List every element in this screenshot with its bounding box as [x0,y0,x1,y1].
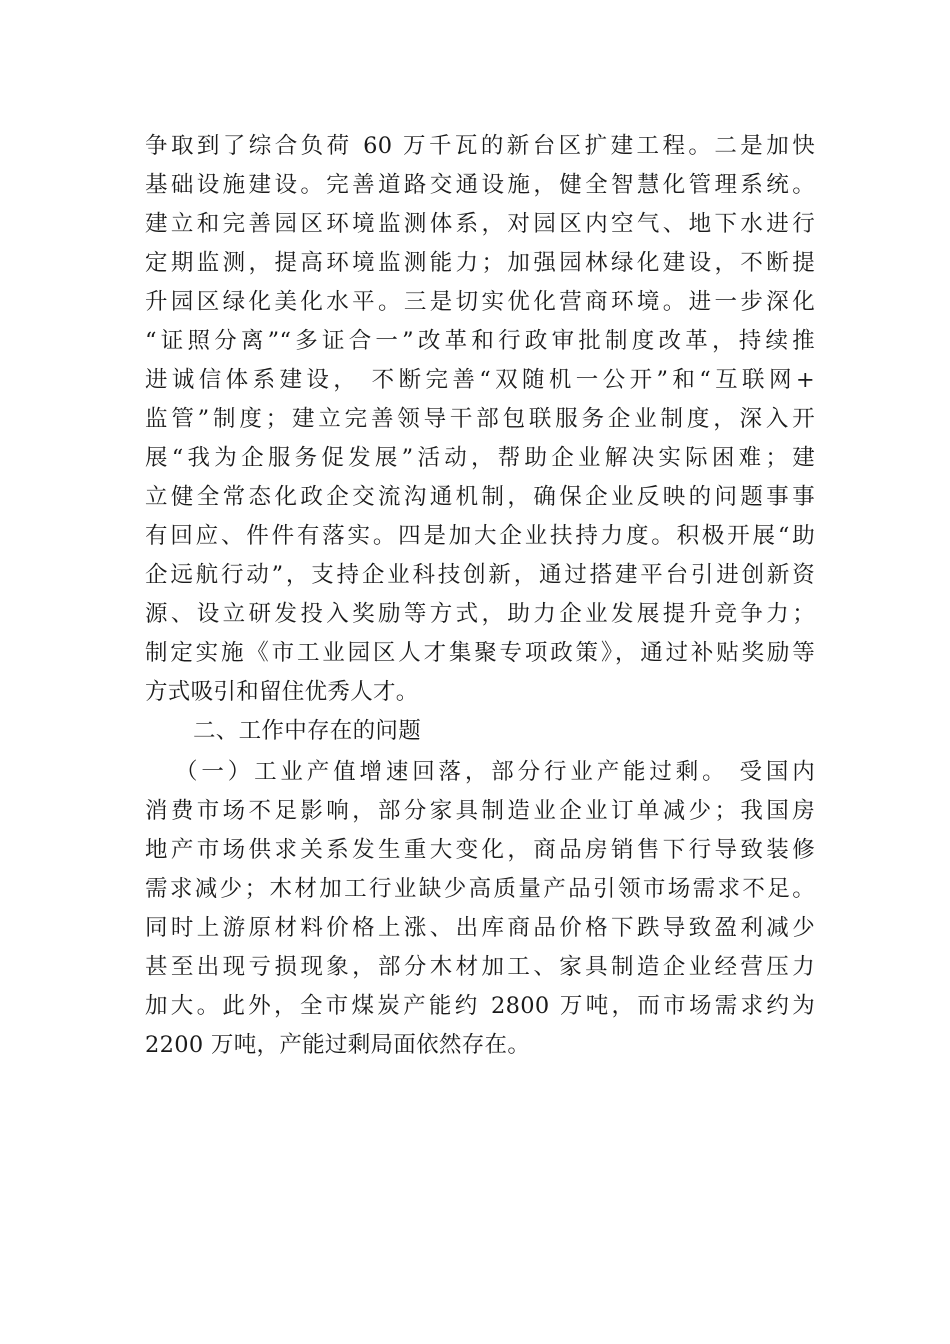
section-heading: 二、工作中存在的问题 [193,718,422,744]
paragraph-line: 监管”制度；建立完善领导干部包联服务企业制度，深入开 [145,406,815,432]
paragraph-line: 立健全常态化政企交流沟通机制，确保企业反映的问题事事 [145,484,815,510]
paragraph-line: 展“我为企服务促发展”活动，帮助企业解决实际困难；建 [145,445,815,471]
paragraph-line: 进诚信体系建设， 不断完善“双随机一公开”和“互联网+ [145,367,815,393]
paragraph-line: 甚至出现亏损现象，部分木材加工、家具制造企业经营压力 [145,954,815,980]
paragraph-line: 需求减少；木材加工行业缺少高质量产品引领市场需求不足。 [145,876,815,902]
paragraph-line: 制定实施《市工业园区人才集聚专项政策》，通过补贴奖励等 [145,640,815,666]
paragraph-line: 消费市场不足影响，部分家具制造业企业订单减少；我国房 [145,798,815,824]
paragraph-line: 地产市场供求关系发生重大变化，商品房销售下行导致装修 [145,837,815,863]
paragraph-line: 企远航行动”，支持企业科技创新，通过搭建平台引进创新资 [145,562,815,588]
paragraph-line: 基础设施建设。完善道路交通设施，健全智慧化管理系统。 [145,172,815,198]
paragraph-line: 源、设立研发投入奖励等方式，助力企业发展提升竞争力； [145,601,815,627]
paragraph-line: 同时上游原材料价格上涨、出库商品价格下跌导致盈利减少 [145,915,815,941]
paragraph-first-line: （一）工业产值增速回落，部分行业产能过剩。 受国内 [175,759,815,785]
paragraph-line: 争取到了综合负荷 60 万千瓦的新台区扩建工程。二是加快 [145,133,815,159]
paragraph-line: “证照分离”“多证合一”改革和行政审批制度改革，持续推 [145,328,815,354]
paragraph-line: 2200 万吨，产能过剩局面依然存在。 [145,1032,531,1058]
paragraph-line: 定期监测，提高环境监测能力；加强园林绿化建设，不断提 [145,250,815,276]
paragraph-line: 升园区绿化美化水平。三是切实优化营商环境。进一步深化 [145,289,815,315]
paragraph-line: 有回应、件件有落实。四是加大企业扶持力度。积极开展“助 [145,523,815,549]
paragraph-line: 方式吸引和留住优秀人才。 [145,679,419,705]
paragraph-line: 加大。此外，全市煤炭产能约 2800 万吨，而市场需求约为 [145,993,815,1019]
paragraph-line: 建立和完善园区环境监测体系，对园区内空气、地下水进行 [145,211,815,237]
